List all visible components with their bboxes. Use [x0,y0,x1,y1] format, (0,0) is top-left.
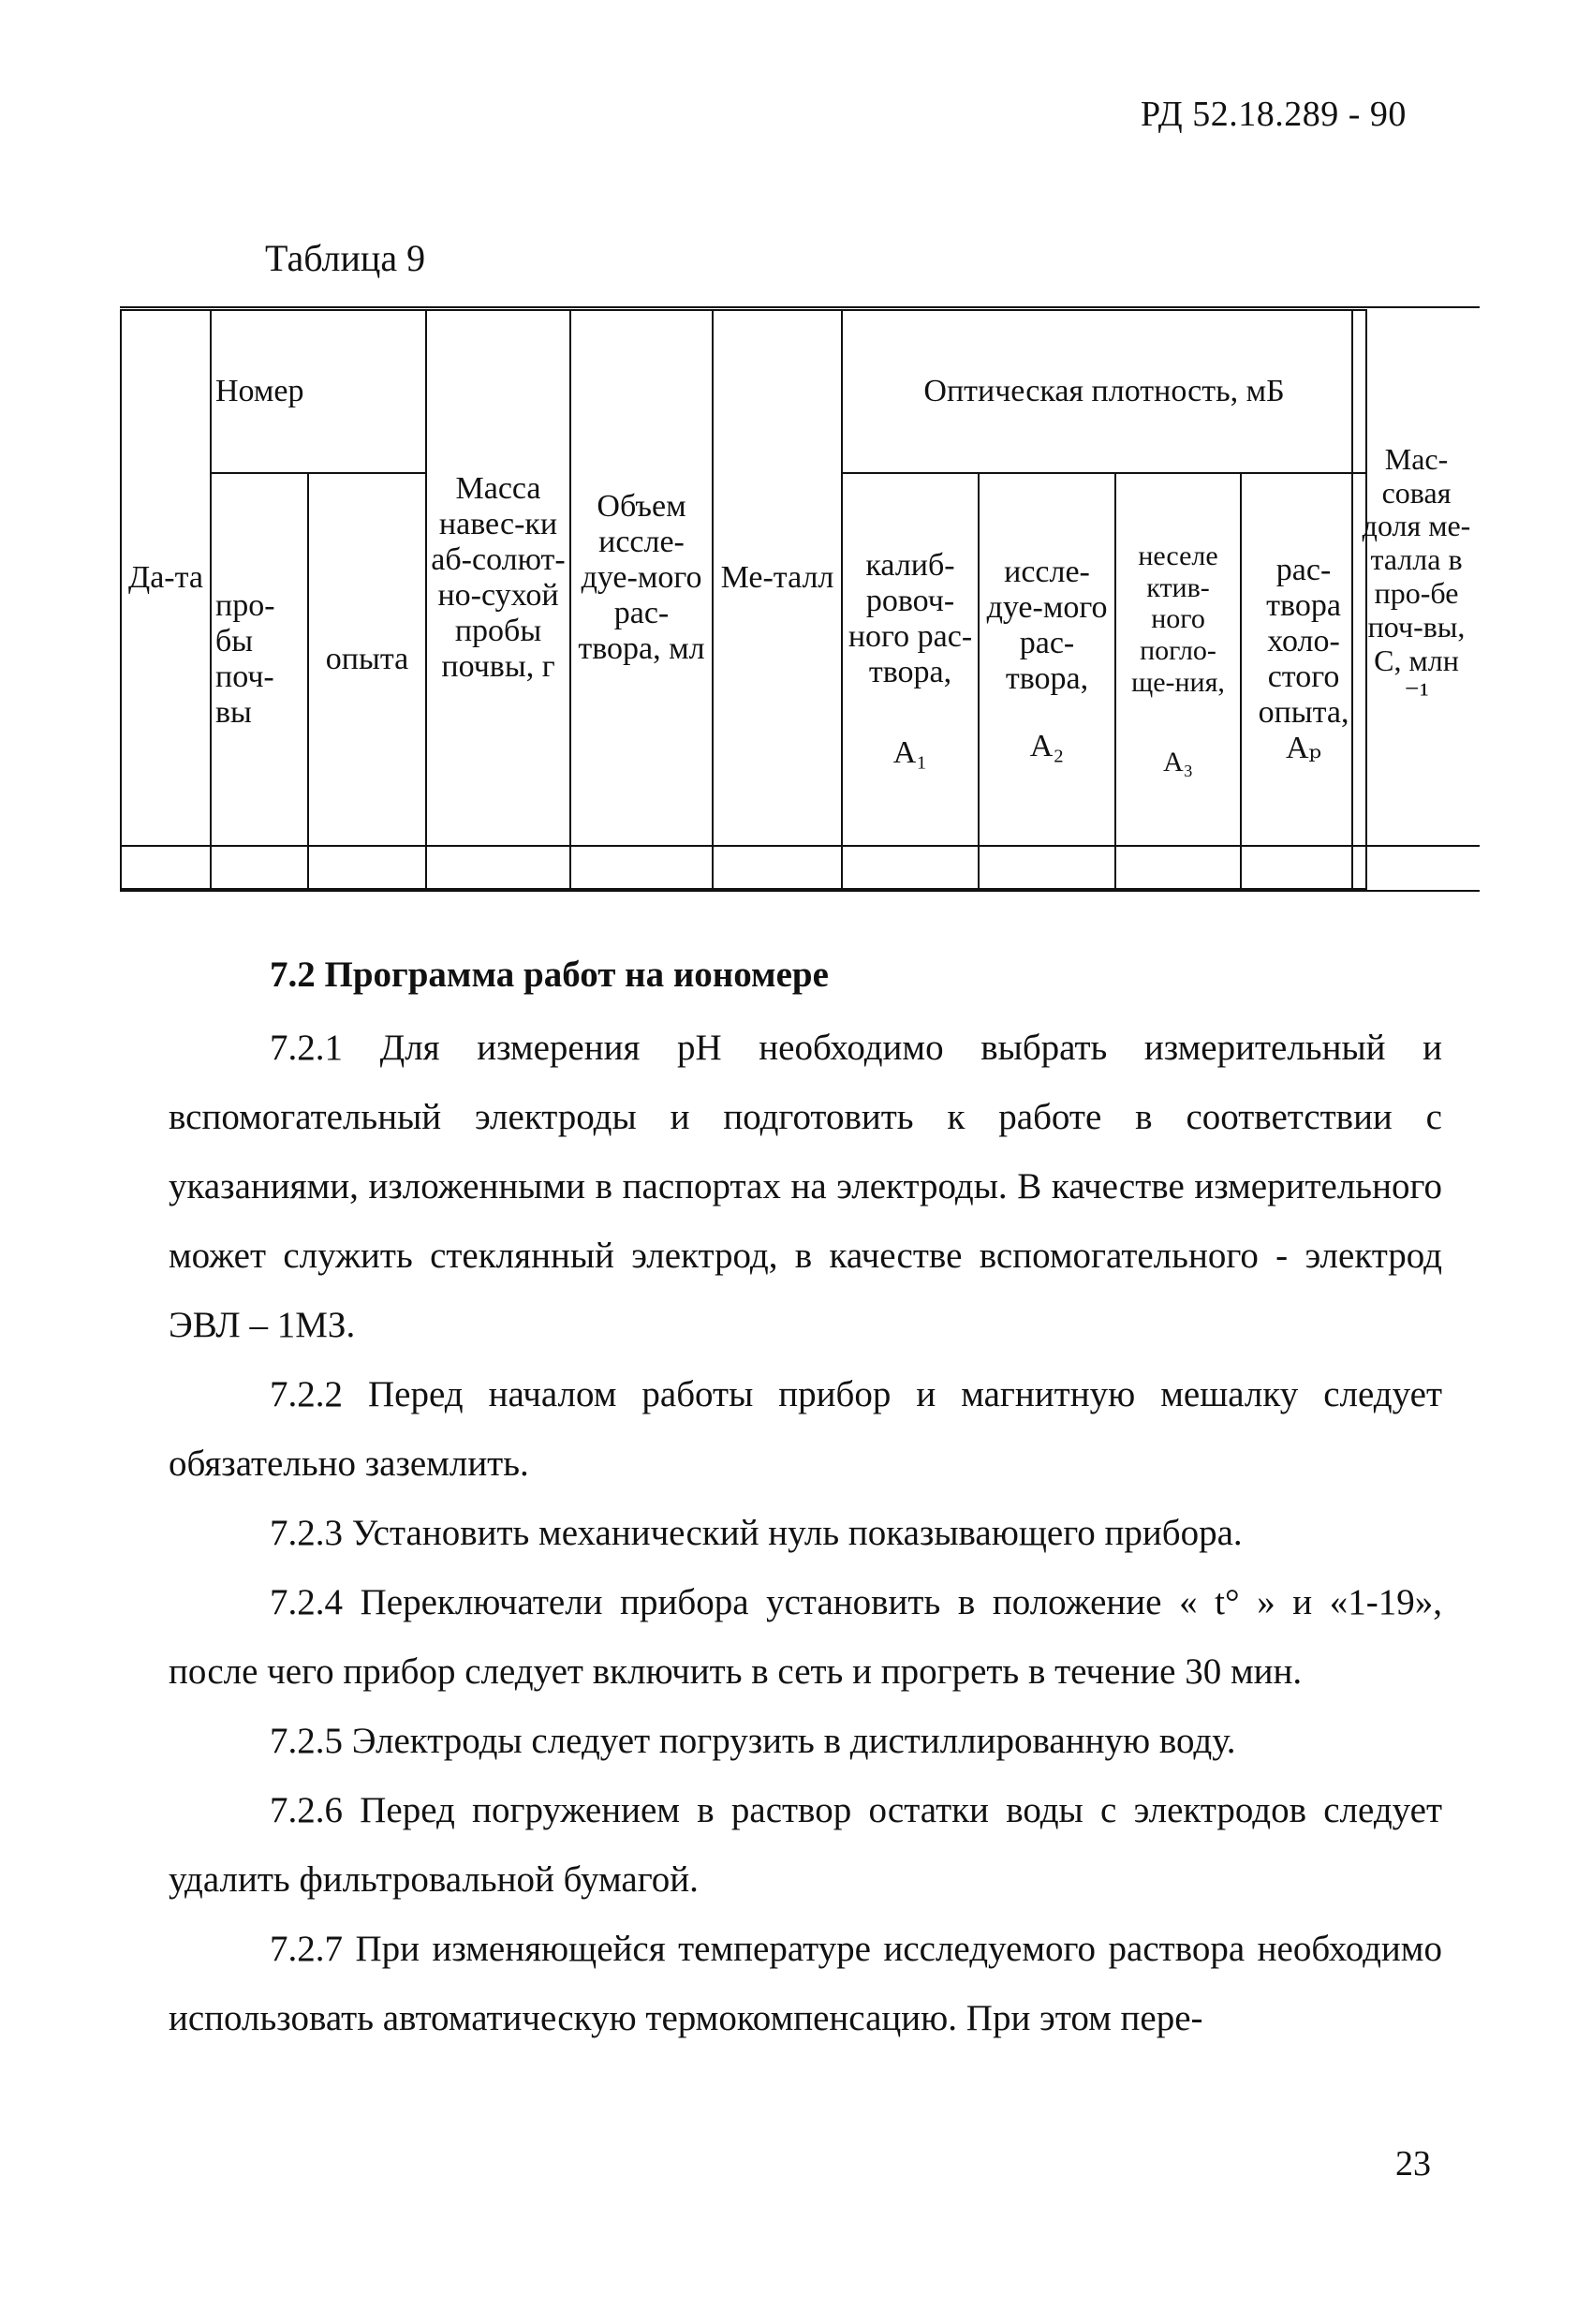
paragraph-7-2-7: 7.2.7 При изменяющейся температуре исследуемого раствора необходимо использовать автоматическую термокомпенсацию. При этом пере- [169,1929,1442,2038]
table-cell [713,846,842,889]
table-cell [308,846,426,889]
section-heading: 7.2 Программа работ на иономере [270,955,829,995]
table-cell [842,846,979,889]
header-calibration-symbol: A₁ [892,735,928,771]
header-metal: Ме-талл [713,310,842,846]
table-9 [120,309,1367,890]
paragraph-7-2-3: 7.2.3 Установить механический нуль показывающего прибора. [270,1513,1243,1553]
header-mass-fraction: Мас-совая доля ме-талла в про-бе поч-вы, C, млн ⁻¹ [1362,441,1471,711]
header-number-experiment: опыта [308,473,426,846]
header-number-sample: про-бы поч-вы [211,473,308,846]
header-optical-density: Оптическая плотность, мБ [842,310,1366,473]
table-cell [121,846,211,889]
document-code: РД 52.18.289 - 90 [1141,95,1407,134]
header-nonselective-symbol: A₃ [1162,747,1194,778]
table-cell [1241,846,1366,889]
table-empty-row [121,846,1366,889]
table-cell [426,846,570,889]
table-cell [1115,846,1241,889]
table-caption: Таблица 9 [265,237,426,279]
paragraph-7-2-1: 7.2.1 Для измерения pH необходимо выбрать измерительный и вспомогательный электроды и подготовить к работе в соответствии с указаниями, изложенными в паспортах на электроды. В качестве измерительного может служить стеклянный электрод, в качестве вспомогательного - электрод ЭВЛ – 1МЗ. [169,1028,1442,1345]
paragraph-7-2-2: 7.2.2 Перед началом работы прибор и магнитную мешалку следует обязательно заземлить. [169,1374,1442,1484]
table-bottom-rule [120,890,1480,892]
header-nonselective-label: неселе ктив-ного погло-ще-ния, [1131,540,1225,698]
header-blank-label: рас-твора холо-стого опыта, [1258,552,1349,731]
section-body [169,1014,1442,2053]
paragraph-7-2-6: 7.2.6 Перед погружением в раствор остатки воды с электродов следует удалить фильтровальной бумагой. [169,1790,1442,1900]
paragraph-7-2-4: 7.2.4 Переключатели прибора установить в положение « t° » и «1-19», после чего прибор следует включить в сеть и прогреть в течение 30 мин. [169,1582,1442,1692]
header-number: Номер [211,310,426,473]
table-top-rule [120,306,1480,308]
header-blank-symbol: Aₚ [1285,731,1322,766]
header-calibration [842,473,979,846]
header-nonselective [1115,473,1241,846]
header-date: Да-та [121,310,211,846]
paragraph-7-2-5: 7.2.5 Электроды следует погрузить в дистиллированную воду. [270,1721,1236,1761]
header-studied [979,473,1115,846]
table-cell [570,846,713,889]
header-studied-symbol: A₂ [1029,729,1065,764]
header-blank [1241,473,1366,846]
header-mass-fraction-cell [1351,309,1480,847]
header-mass: Масса навес-ки аб-солют-но-сухой пробы почвы, г [426,310,570,846]
header-studied-label: иссле-дуе-мого рас-твора, [986,554,1108,697]
table-cell [211,846,308,889]
page-number: 23 [1395,2144,1431,2183]
empty-cell-mass-fraction [1351,847,1480,890]
table-cell [979,846,1115,889]
header-volume: Объем иссле-дуе-мого рас-твора, мл [570,310,713,846]
header-calibration-label: калиб-ровоч-ного рас-твора, [848,547,973,690]
